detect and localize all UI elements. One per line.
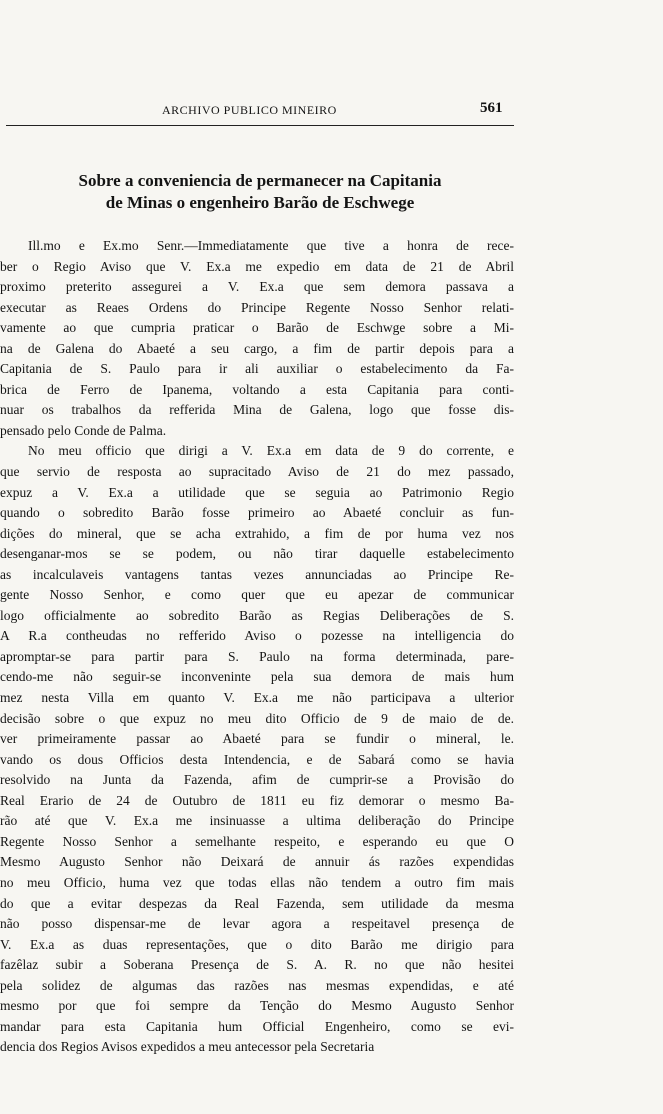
page-number: 561 bbox=[480, 100, 503, 116]
text-line: rão até que V. Ex.a me insinuasse a ultima deliberação do Principe bbox=[0, 813, 514, 829]
text-line: que servio de resposta ao supracitado Aviso de 21 do mez passado, bbox=[0, 464, 514, 480]
text-line: gente Nosso Senhor, e como quer que eu apezar de communicar bbox=[0, 587, 514, 603]
text-line: decisão sobre o que expuz no meu dito Officio de 9 de maio de de. bbox=[0, 710, 514, 726]
text-line: vando os dous Officios desta Intendencia, e de Sabará como se havia bbox=[0, 751, 514, 767]
text-line: na de Galena do Abaeté a seu cargo, a fim de partir depois para a bbox=[0, 340, 514, 356]
title-line: de Minas o engenheiro Barão de Eschwege bbox=[105, 193, 415, 212]
text-line: pensado pelo Conde de Palma. bbox=[0, 422, 167, 438]
text-line: pela solidez de algumas das razões nas mesmas expendidas, e até bbox=[0, 977, 514, 993]
text-line: no meu Officio, huma vez que todas ellas não tendem a outro fim mais bbox=[0, 874, 514, 890]
text-line: desenganar-mos se se podem, ou não tirar daquelle estabelecimento bbox=[0, 546, 514, 562]
text-line: do que a evitar despezas da Real Fazenda, sem utilidade da mesma bbox=[0, 895, 514, 911]
text-line: Real Erario de 24 de Outubro de 1811 eu fiz demorar o mesmo Ba- bbox=[0, 792, 514, 808]
paragraph bbox=[0, 441, 514, 1057]
text-line: vamente ao que cumpria praticar o Barão de Eschwge sobre a Mi- bbox=[0, 320, 514, 336]
text-line: cendo-me não seguir-se inconveninte pela sua demora de mais hum bbox=[0, 669, 514, 685]
text-line: ver primeiramente passar ao Abaeté para se fundir o mineral, le. bbox=[0, 731, 514, 747]
text-line: Regente Nosso Senhor a semelhante respeito, e esperando eu que O bbox=[0, 833, 514, 849]
title-line: Sobre a conveniencia de permanecer na Capitania bbox=[78, 171, 442, 190]
document-title bbox=[0, 170, 520, 214]
text-line: brica de Ferro de Ipanema, voltando a esta Capitania para conti- bbox=[0, 381, 514, 397]
paragraph bbox=[0, 236, 514, 441]
text-line: executar as Reaes Ordens do Principe Regente Nosso Senhor relati- bbox=[0, 299, 514, 315]
text-line: Capitania de S. Paulo para ir ali auxiliar o estabelecimento da Fa- bbox=[0, 361, 514, 377]
text-line: Ill.mo e Ex.mo Senr.—Immediatamente que tive a honra de rece- bbox=[28, 238, 514, 253]
text-line: expuz a V. Ex.a a utilidade que se seguia ao Patrimonio Regio bbox=[0, 484, 514, 500]
text-line: mandar para esta Capitania hum Official Engenheiro, como se evi- bbox=[0, 1018, 514, 1034]
text-line: fazêlaz subir a Soberana Presença de S. A. R. no que não hesitei bbox=[0, 957, 514, 973]
text-line: dições do mineral, que se acha extrahido, a fim de por huma vez nos bbox=[0, 525, 514, 541]
text-line: mez nesta Villa em quanto V. Ex.a me não participava a ulterior bbox=[0, 690, 514, 706]
text-line: No meu officio que dirigi a V. Ex.a em data de 9 do corrente, e bbox=[28, 443, 514, 459]
text-line: dencia dos Regios Avisos expedidos a meu antecessor pela Secretaria bbox=[0, 1039, 375, 1055]
text-line: apromptar-se para partir para S. Paulo na forma determinada, pare- bbox=[0, 648, 514, 664]
text-line: resolvido na Junta da Fazenda, afim de cumprir-se a Provisão do bbox=[0, 772, 514, 788]
text-line: as incalculaveis vantagens tantas vezes annunciadas ao Principe Re- bbox=[0, 566, 514, 582]
text-line: Mesmo Augusto Senhor não Deixará de annuir ás razões expendidas bbox=[0, 854, 514, 870]
text-line: proximo preterito assegurei a V. Ex.a que sem demora passava a bbox=[0, 279, 514, 295]
document-body bbox=[0, 236, 514, 1058]
text-line: V. Ex.a as duas representações, que o dito Barão me dirigio para bbox=[0, 936, 514, 952]
header-rule bbox=[6, 125, 514, 126]
text-line: quando o sobredito Barão fosse primeiro ao Abaeté concluir as fun- bbox=[0, 505, 514, 521]
running-title: ARCHIVO PUBLICO MINEIRO bbox=[162, 103, 337, 117]
text-line: logo officialmente ao sobredito Barão as Regias Deliberações de S. bbox=[0, 607, 514, 623]
text-line: ber o Regio Aviso que V. Ex.a me expedio em data de 21 de Abril bbox=[0, 258, 514, 274]
text-line: A R.a contheudas no refferido Aviso o pozesse na intelligencia do bbox=[0, 628, 514, 644]
text-line: nuar os trabalhos da refferida Mina de Galena, logo que fosse dis- bbox=[0, 402, 514, 418]
text-line: mesmo por que foi sempre da Tenção do Mesmo Augusto Senhor bbox=[0, 998, 514, 1014]
text-line: não posso dispensar-me de levar agora a respeitavel presença de bbox=[0, 916, 514, 932]
